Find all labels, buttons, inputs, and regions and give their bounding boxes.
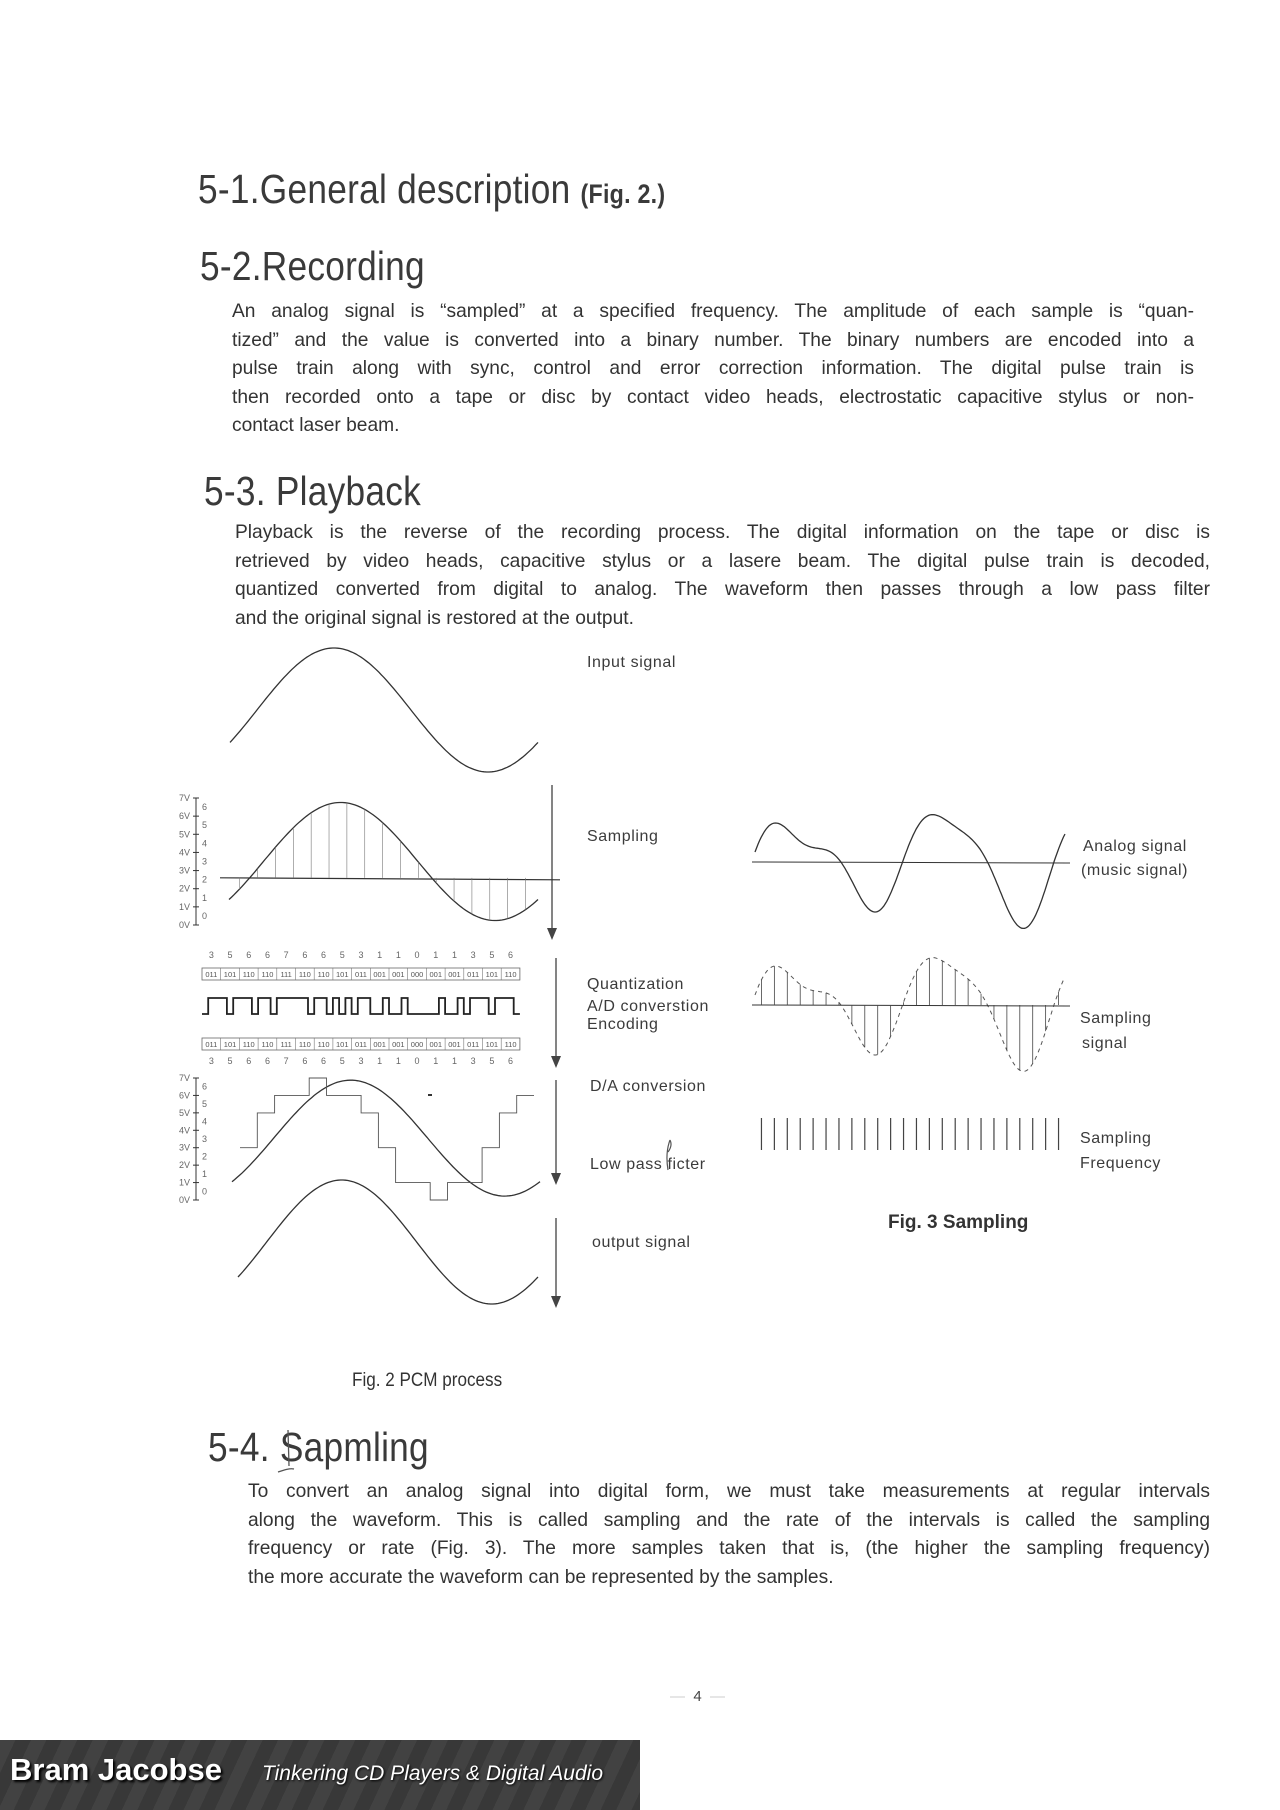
playback-line: retrieved by video heads, capacitive stylus or a lasere beam. The digital pulse train is decoded, bbox=[235, 550, 1210, 572]
sample-value-bottom: 5 bbox=[339, 1056, 345, 1066]
sample-value-bottom: 1 bbox=[395, 1056, 401, 1066]
sample-value-bottom: 6 bbox=[508, 1056, 514, 1066]
label-sampling-signal-2: signal bbox=[1082, 1035, 1128, 1052]
binary-code: 110 bbox=[298, 1040, 311, 1049]
sample-value-top: 5 bbox=[489, 950, 495, 960]
label-sampling-frequency-1: Sampling bbox=[1080, 1130, 1152, 1147]
page-number-value: 4 bbox=[693, 1688, 702, 1705]
output-signal-wave bbox=[238, 1180, 538, 1304]
sampling-scale-volt-label: 1V bbox=[178, 901, 190, 912]
label-sampling-frequency-2: Frequency bbox=[1080, 1155, 1161, 1172]
binary-code: 110 bbox=[298, 970, 311, 979]
binary-code: 101 bbox=[335, 1040, 349, 1049]
binary-code: 110 bbox=[242, 1040, 255, 1049]
binary-code: 110 bbox=[261, 1040, 274, 1049]
sampling-scale-level-label: 1 bbox=[202, 892, 208, 903]
sample-value-bottom: 5 bbox=[227, 1056, 233, 1066]
da-scale-volt-label: 5V bbox=[178, 1107, 190, 1118]
recording-line: then recorded onto a tape or disc by contact video heads, electrostatic capacitive stylus or non- bbox=[232, 386, 1194, 408]
playback-line: quantized converted from digital to analog. The waveform then passes through a low pass filter bbox=[235, 579, 1210, 600]
binary-code: 001 bbox=[448, 970, 461, 979]
sample-value-top: 6 bbox=[508, 950, 514, 960]
binary-code: 110 bbox=[317, 1040, 330, 1049]
analog-music-wave bbox=[755, 815, 1065, 929]
binary-code: 001 bbox=[429, 970, 443, 979]
binary-code: 110 bbox=[317, 970, 330, 979]
da-scale-level-label: 4 bbox=[202, 1116, 208, 1127]
label-low-pass-filter-text: Low pass ficter bbox=[590, 1156, 706, 1173]
binary-code: 011 bbox=[205, 970, 218, 979]
sampling-line: frequency or rate (Fig. 3). The more samples taken that is, (the higher the sampling frequency) bbox=[248, 1538, 1210, 1559]
sample-value-bottom: 6 bbox=[246, 1056, 252, 1066]
sample-value-top: 6 bbox=[264, 950, 270, 960]
binary-code: 001 bbox=[373, 1040, 386, 1049]
binary-code: 001 bbox=[392, 970, 405, 979]
binary-code: 110 bbox=[242, 970, 255, 979]
sampling-scale-level-label: 0 bbox=[202, 910, 208, 921]
staircase-signal bbox=[240, 1078, 534, 1200]
binary-code: 101 bbox=[485, 1040, 499, 1049]
sampling-scale-level-label: 2 bbox=[202, 874, 208, 885]
sample-value-bottom: 0 bbox=[414, 1056, 420, 1066]
binary-code: 011 bbox=[354, 1040, 367, 1049]
da-scale-volt-label: 3V bbox=[178, 1142, 190, 1153]
sample-value-top: 1 bbox=[433, 950, 439, 960]
recording-line: tized” and the value is converted into a binary number. The binary numbers are encoded into a bbox=[232, 329, 1194, 351]
heading-playback: 5-3. Playback bbox=[204, 468, 421, 514]
binary-code: 101 bbox=[485, 970, 499, 979]
binary-code: 111 bbox=[280, 970, 292, 979]
sampling-scale-level-label: 6 bbox=[202, 802, 208, 813]
binary-code: 011 bbox=[205, 1040, 218, 1049]
label-music-signal: (music signal) bbox=[1081, 862, 1189, 879]
binary-code: 110 bbox=[504, 1040, 517, 1049]
sampling-line: along the waveform. This is called sampling and the rate of the intervals is called the sampling bbox=[248, 1509, 1210, 1531]
sample-value-bottom: 6 bbox=[321, 1056, 327, 1066]
sample-value-bottom: 1 bbox=[451, 1056, 457, 1066]
fig2-pcm-diagram bbox=[160, 640, 580, 1320]
da-scale-level-label: 2 bbox=[202, 1151, 208, 1162]
sample-value-top: 1 bbox=[451, 950, 457, 960]
sample-value-top: 7 bbox=[283, 950, 289, 960]
heading-sampling: 5-4. Sapmling bbox=[208, 1424, 429, 1470]
speck bbox=[428, 1094, 432, 1096]
recording-line: pulse train along with sync, control and error correction information. The digital pulse train is bbox=[232, 358, 1194, 379]
footer-banner bbox=[0, 1740, 640, 1810]
sample-value-bottom: 7 bbox=[283, 1056, 289, 1066]
sample-value-bottom: 3 bbox=[470, 1056, 476, 1066]
reconstructed-wave bbox=[232, 1080, 540, 1196]
sample-value-bottom: 6 bbox=[302, 1056, 308, 1066]
sample-value-bottom: 6 bbox=[264, 1056, 270, 1066]
heading-recording: 5-2.Recording bbox=[200, 243, 425, 289]
binary-code: 000 bbox=[410, 1040, 424, 1049]
fig3-caption: Fig. 3 Sampling bbox=[888, 1212, 1029, 1233]
binary-code: 001 bbox=[392, 1040, 405, 1049]
footer-author-name: Bram Jacobse bbox=[10, 1752, 222, 1787]
da-scale-volt-label: 1V bbox=[178, 1177, 190, 1188]
fig3-sampling-diagram bbox=[740, 790, 1070, 1170]
da-scale-volt-label: 2V bbox=[178, 1160, 190, 1171]
playback-line: Playback is the reverse of the recording process. The digital information on the tape or disc is bbox=[235, 522, 1210, 543]
label-output-signal: output signal bbox=[592, 1234, 691, 1251]
da-scale-level-label: 1 bbox=[202, 1168, 208, 1179]
binary-code: 101 bbox=[335, 970, 349, 979]
sampling-scale-level-label: 4 bbox=[202, 838, 208, 849]
sample-value-top: 5 bbox=[339, 950, 345, 960]
binary-code: 101 bbox=[223, 1040, 237, 1049]
da-scale-level-label: 0 bbox=[202, 1186, 208, 1197]
playback-paragraph bbox=[235, 519, 1210, 633]
footer-tagline: Tinkering CD Players & Digital Audio bbox=[262, 1762, 604, 1785]
binary-code: 001 bbox=[373, 970, 386, 979]
heading-general-title: 5-1.General description bbox=[198, 166, 571, 212]
label-encoding: Encoding bbox=[587, 1016, 659, 1033]
sampling-baseline bbox=[220, 878, 560, 880]
sample-value-bottom: 1 bbox=[377, 1056, 383, 1066]
flow-arrow-head bbox=[551, 1173, 561, 1185]
sample-value-top: 0 bbox=[414, 950, 420, 960]
sample-value-top: 6 bbox=[246, 950, 252, 960]
sampling-envelope bbox=[755, 958, 1065, 1072]
sample-value-bottom: 3 bbox=[358, 1056, 364, 1066]
sampling-scale-volt-label: 5V bbox=[178, 829, 190, 840]
label-da-conversion: D/A conversion bbox=[590, 1078, 707, 1095]
label-analog-signal: Analog signal bbox=[1083, 838, 1187, 855]
sample-value-top: 3 bbox=[470, 950, 476, 960]
sampling-scale-volt-label: 3V bbox=[178, 865, 190, 876]
sample-value-bottom: 3 bbox=[208, 1056, 214, 1066]
sampling-paragraph bbox=[248, 1478, 1210, 1592]
binary-code: 111 bbox=[280, 1040, 292, 1049]
sampling-scale-volt-label: 2V bbox=[178, 883, 190, 894]
handwritten-correction-mark bbox=[272, 1426, 302, 1476]
binary-code: 110 bbox=[504, 970, 517, 979]
flow-arrow-head bbox=[551, 1056, 561, 1068]
sampling-scale-volt-label: 7V bbox=[178, 793, 190, 803]
flow-arrow-head bbox=[551, 1296, 561, 1308]
pulse-train bbox=[202, 998, 520, 1014]
fig2-caption: Fig. 2 PCM process bbox=[352, 1370, 503, 1391]
binary-code: 000 bbox=[410, 970, 424, 979]
sampling-scale-volt-label: 0V bbox=[178, 920, 190, 930]
label-sampling-signal-1: Sampling bbox=[1080, 1010, 1152, 1027]
label-quantization: Quantization bbox=[587, 976, 685, 993]
sampling-scale-volt-label: 4V bbox=[178, 847, 190, 858]
binary-code: 001 bbox=[429, 1040, 443, 1049]
da-scale-level-label: 5 bbox=[202, 1099, 208, 1110]
binary-code: 001 bbox=[448, 1040, 461, 1049]
sampling-scale-level-label: 3 bbox=[202, 856, 208, 867]
recording-paragraph bbox=[232, 298, 1194, 441]
sample-value-top: 3 bbox=[358, 950, 364, 960]
sampling-line: To convert an analog signal into digital form, we must take measurements at regular intervals bbox=[248, 1481, 1210, 1502]
binary-code: 110 bbox=[261, 970, 274, 979]
sample-value-top: 3 bbox=[208, 950, 214, 960]
sample-value-top: 6 bbox=[321, 950, 327, 960]
label-sampling: Sampling bbox=[587, 828, 659, 845]
binary-code: 101 bbox=[223, 970, 237, 979]
sample-value-top: 6 bbox=[302, 950, 308, 960]
binary-code: 011 bbox=[467, 970, 480, 979]
heading-general-ref: (Fig. 2.) bbox=[580, 179, 666, 209]
heading-general-description bbox=[198, 166, 665, 213]
da-scale-volt-label: 7V bbox=[178, 1073, 190, 1083]
sample-value-bottom: 1 bbox=[433, 1056, 439, 1066]
handwritten-correction-mark bbox=[664, 1138, 674, 1172]
label-ad-conversion: A/D converstion bbox=[587, 998, 709, 1015]
sampling-scale-volt-label: 6V bbox=[178, 811, 190, 822]
da-scale-volt-label: 6V bbox=[178, 1090, 190, 1101]
binary-code: 011 bbox=[467, 1040, 480, 1049]
binary-code: 011 bbox=[354, 970, 367, 979]
da-scale-volt-label: 4V bbox=[178, 1125, 190, 1136]
input-signal-wave bbox=[230, 648, 538, 772]
label-low-pass-filter bbox=[590, 1156, 706, 1174]
flow-arrow-head bbox=[547, 928, 557, 940]
sampling-scale-level-label: 5 bbox=[202, 820, 208, 831]
sample-value-bottom: 5 bbox=[489, 1056, 495, 1066]
recording-line: An analog signal is “sampled” at a specified frequency. The amplitude of each sample is “quan- bbox=[232, 301, 1194, 322]
analog-baseline bbox=[752, 862, 1070, 863]
da-scale-level-label: 6 bbox=[202, 1081, 208, 1092]
recording-line: contact laser beam. bbox=[232, 415, 400, 436]
da-scale-level-label: 3 bbox=[202, 1134, 208, 1144]
page-number: — 4 — bbox=[670, 1688, 726, 1705]
sampling-baseline bbox=[752, 1005, 1070, 1006]
sample-value-top: 1 bbox=[377, 950, 383, 960]
sample-value-top: 1 bbox=[395, 950, 401, 960]
playback-line: and the original signal is restored at the output. bbox=[235, 607, 634, 629]
label-input-signal: Input signal bbox=[587, 654, 677, 671]
sample-value-top: 5 bbox=[227, 950, 233, 960]
sampling-line: the more accurate the waveform can be represented by the samples. bbox=[248, 1566, 834, 1588]
da-scale-volt-label: 0V bbox=[178, 1195, 190, 1205]
